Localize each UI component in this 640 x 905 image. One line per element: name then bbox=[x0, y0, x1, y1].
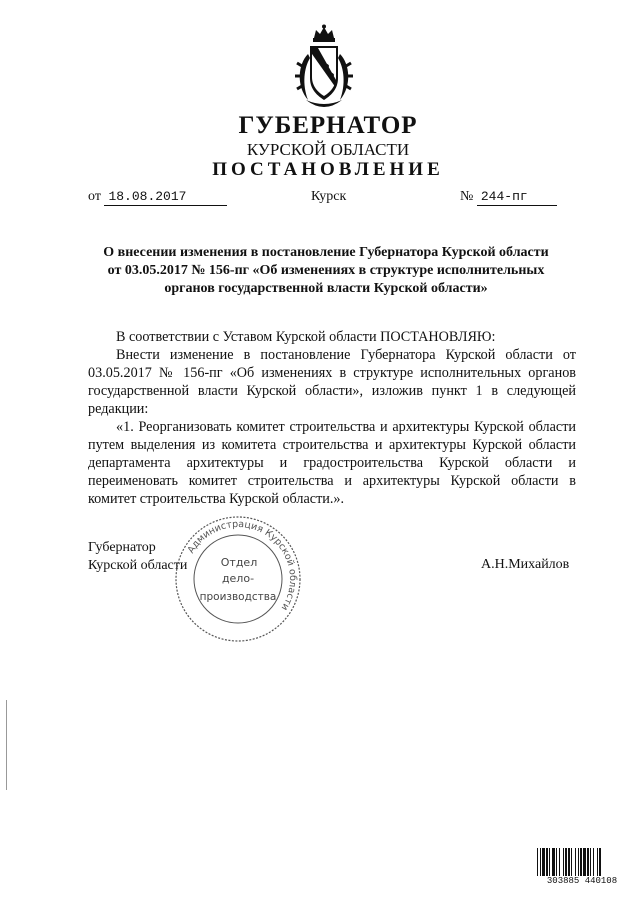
barcode-bar bbox=[575, 848, 576, 876]
barcode-bar bbox=[549, 848, 550, 876]
stamp-center-line: дело- bbox=[221, 572, 255, 585]
number-value: 244-пг bbox=[477, 189, 557, 206]
stamp-ring-text: Администрация Курской области bbox=[185, 518, 299, 613]
region-subtitle: КУРСКОЙ ОБЛАСТИ bbox=[246, 140, 410, 159]
barcode-bar bbox=[559, 848, 560, 876]
date-value: 18.08.2017 bbox=[104, 189, 227, 206]
number-prefix: № bbox=[460, 189, 474, 204]
barcode-bar bbox=[542, 848, 545, 876]
barcode-bar bbox=[593, 848, 594, 876]
coat-of-arms-icon bbox=[292, 24, 356, 114]
document-meta-row bbox=[88, 189, 578, 211]
document-number bbox=[460, 189, 557, 206]
position-line: Губернатор bbox=[88, 540, 156, 555]
barcode-bar bbox=[568, 848, 570, 876]
stamp-center-line: производства bbox=[199, 591, 277, 603]
body-paragraph: «1. Реорганизовать комитет строительства и архитектуры Курской области путем выделения из комитета строительства и архитектуры Курской области департамента архитектуры и градостроительства Курской области и переименовать комитет строительства и архитектуры Курской области в комитет строительства Курской области.». bbox=[88, 419, 576, 507]
barcode-bar bbox=[571, 848, 572, 876]
barcode-bar bbox=[540, 848, 541, 876]
barcode-number: 303885 440108 bbox=[536, 876, 628, 887]
body-paragraph: В соответствии с Уставом Курской области ПОСТАНОВЛЯЮ: bbox=[116, 329, 496, 345]
document-type: ПОСТАНОВЛЕНИЕ bbox=[212, 159, 444, 180]
barcode-bar bbox=[552, 848, 555, 876]
barcode-bar bbox=[563, 848, 564, 876]
signatory-name: А.Н.Михайлов bbox=[481, 557, 570, 572]
document-body bbox=[88, 328, 576, 508]
document-city: Курск bbox=[311, 189, 347, 204]
subject-line: от 03.05.2017 № 156-пг «Об изменениях в структуре исполнительных bbox=[107, 263, 545, 278]
date-prefix: от bbox=[88, 189, 101, 204]
subject-line: органов государственной власти Курской области» bbox=[164, 281, 488, 296]
barcode-bar bbox=[556, 848, 557, 876]
barcode-bar bbox=[578, 848, 579, 876]
barcode-bar bbox=[565, 848, 567, 876]
barcode-bar bbox=[587, 848, 589, 876]
barcode-bar bbox=[583, 848, 586, 876]
barcode-bar bbox=[546, 848, 548, 876]
barcode-bar bbox=[597, 848, 598, 876]
barcode-bar bbox=[590, 848, 591, 876]
body-paragraph: Внести изменение в постановление Губернатора Курской области от 03.05.2017 № 156-пг «Об изменениях в структуре исполнительных органов государственной власти Курской области», изложив пункт 1 в следующей редакции: bbox=[88, 347, 576, 417]
barcode-bar bbox=[537, 848, 538, 876]
document-subject bbox=[6, 244, 640, 298]
scan-artifact-line bbox=[6, 700, 7, 790]
position-line: Курской области bbox=[88, 558, 188, 573]
page-title: ГУБЕРНАТОР bbox=[238, 112, 418, 139]
official-stamp bbox=[173, 514, 303, 644]
barcode-bar bbox=[580, 848, 582, 876]
subject-line: О внесении изменения в постановление Губернатора Курской области bbox=[103, 245, 549, 260]
barcode-bar bbox=[599, 848, 601, 876]
stamp-center-line: Отдел bbox=[220, 556, 258, 569]
document-date bbox=[88, 189, 227, 206]
